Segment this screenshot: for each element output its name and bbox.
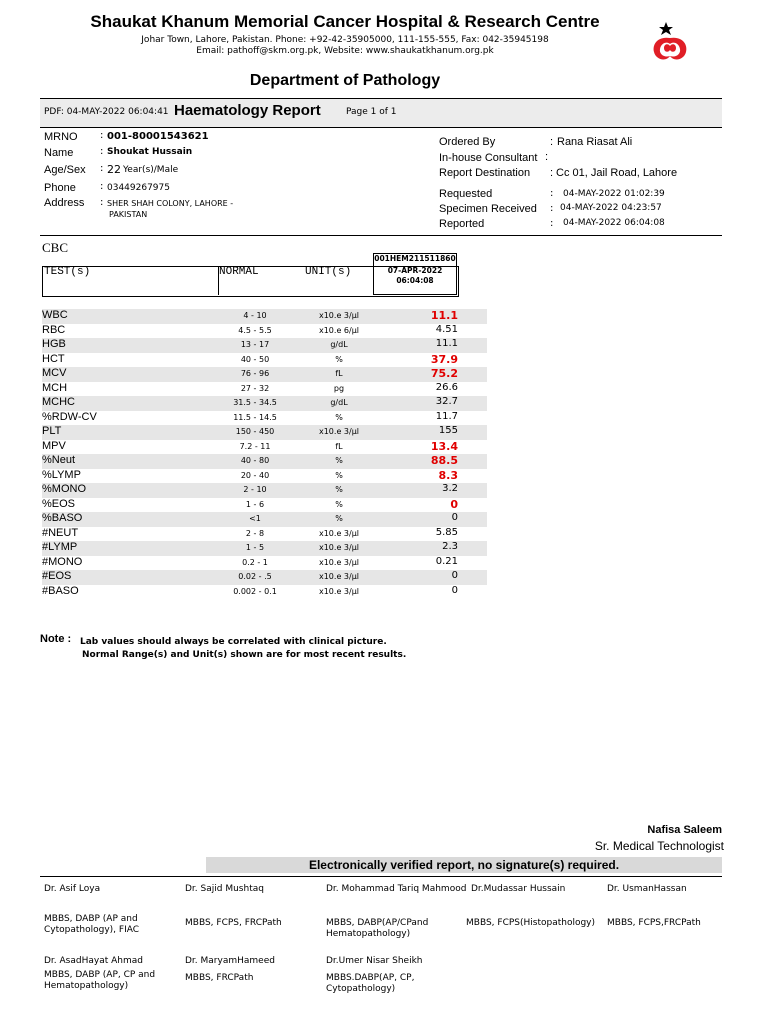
- colon: :: [550, 167, 554, 179]
- table-row: [42, 338, 487, 353]
- table-row: [42, 556, 487, 571]
- unit: g/dL: [330, 398, 348, 407]
- normal-range: 0.002 - 0.1: [233, 586, 277, 596]
- colon: :: [100, 130, 104, 141]
- result-value: 11.1: [430, 309, 458, 322]
- age-sex-value: Year(s)/Male: [123, 165, 179, 175]
- note-line2: Normal Range(s) and Unit(s) shown are for most recent results.: [82, 650, 407, 660]
- destination-value: Cc 01, Jail Road, Lahore: [556, 167, 678, 179]
- normal-range: 76 - 96: [240, 369, 270, 378]
- received-label: Specimen Received: [439, 203, 537, 215]
- normal-range: 27 - 32: [240, 383, 270, 393]
- table-row: [42, 411, 487, 426]
- address-line2: PAKISTAN: [109, 210, 148, 219]
- phone-label: Phone: [44, 182, 76, 194]
- doctor-qualifications: MBBS, FRCPath: [185, 973, 254, 983]
- patient-name: Shoukat Hussain: [107, 147, 193, 157]
- table-row: [42, 483, 487, 498]
- colon: :: [100, 181, 104, 192]
- result-value: 0: [450, 497, 458, 511]
- normal-range: 150 - 450: [235, 427, 275, 436]
- unit: x10.e 3/µl: [318, 528, 360, 538]
- unit: %: [335, 499, 343, 509]
- column-test: TEST(s): [44, 266, 91, 278]
- normal-range: 11.5 - 14.5: [233, 412, 277, 422]
- note-label: Note :: [40, 633, 72, 645]
- unit: x10.e 3/µl: [318, 557, 360, 567]
- table-row: [42, 570, 487, 585]
- result-value: 13.4: [430, 439, 458, 453]
- unit: g/dL: [330, 340, 348, 349]
- address-line1: SHER SHAH COLONY, LAHORE -: [107, 199, 234, 208]
- doctor-qualifications: MBBS, FCPS, FRCPath: [185, 918, 282, 928]
- section-title: CBC: [42, 240, 69, 255]
- normal-range: 13 - 17: [240, 340, 270, 349]
- result-value: 11.7: [435, 410, 458, 422]
- doctor-qualifications: MBBS, DABP(AP/CPand Hematopathology): [326, 918, 429, 939]
- colon: :: [550, 203, 554, 214]
- normal-range: 1 - 5: [245, 543, 265, 552]
- result-value: 2.3: [442, 541, 458, 552]
- doctor-qualifications: MBBS, DABP (AP and Cytopathology), FIAC: [44, 914, 140, 935]
- doctor-name: Dr.Umer Nisar Sheikh: [326, 956, 423, 966]
- test-name: MCH: [42, 381, 68, 394]
- normal-range: 4 - 10: [243, 311, 267, 320]
- signatory-title: Sr. Medical Technologist: [594, 839, 724, 853]
- result-value: 0: [451, 512, 458, 523]
- normal-range: 2 - 8: [245, 528, 265, 538]
- unit: %: [335, 456, 343, 465]
- result-value: 8.3: [438, 468, 458, 482]
- hospital-address: Johar Town, Lahore, Pakistan. Phone: +92-42-35905000, 111-155-555, Fax: 042-35945198: [141, 35, 549, 45]
- table-row: [42, 309, 487, 324]
- ordered-by-value: Rana Riasat Ali: [557, 136, 633, 148]
- normal-range: 0.2 - 1: [242, 557, 268, 567]
- unit: x10.e 3/µl: [318, 427, 360, 436]
- test-name: %BASO: [42, 512, 83, 524]
- test-name: MCV: [42, 367, 67, 379]
- name-label: Name: [44, 147, 74, 159]
- colon: :: [550, 136, 554, 148]
- doctor-name: Dr. Asif Loya: [44, 884, 101, 894]
- unit: %: [335, 485, 343, 494]
- mrno-label: MRNO: [44, 131, 78, 143]
- result-value: 11.1: [435, 338, 458, 349]
- table-row: [42, 324, 487, 339]
- test-name: WBC: [42, 309, 68, 321]
- doctor-name: Dr. Sajid Mushtaq: [185, 884, 264, 894]
- doctor-qualifications: MBBS, DABP (AP, CP and Hematopathology): [44, 970, 156, 991]
- normal-range: 4.5 - 5.5: [238, 325, 272, 335]
- unit: x10.e 6/µl: [318, 325, 360, 335]
- test-name: RBC: [42, 323, 66, 336]
- table-row: [42, 440, 487, 455]
- doctor-qualifications: MBBS, FCPS,FRCPath: [607, 918, 701, 928]
- result-value: 155: [438, 425, 458, 436]
- normal-range: 7.2 - 11: [239, 441, 271, 451]
- normal-range: 40 - 50: [240, 354, 270, 364]
- test-name: MPV: [42, 439, 66, 452]
- colon: :: [100, 163, 104, 174]
- table-row: [42, 585, 487, 600]
- doctor-qualifications: MBBS, FCPS(Histopathology): [466, 918, 596, 928]
- footer-divider: [40, 876, 722, 877]
- skm-logo-icon: [650, 22, 690, 70]
- test-name: %EOS: [42, 497, 76, 510]
- doctor-name: Dr. AsadHayat Ahmad: [44, 956, 143, 966]
- unit: fL: [335, 369, 343, 378]
- result-value: 26.6: [435, 381, 458, 393]
- colon: :: [545, 151, 549, 163]
- mrno-value: 001-80001543621: [107, 131, 209, 142]
- colon: :: [550, 188, 554, 199]
- test-name: HCT: [42, 352, 65, 365]
- colon: :: [100, 197, 104, 208]
- table-row: [42, 454, 487, 469]
- doctor-name: Dr. Mohammad Tariq Mahmood: [326, 884, 467, 894]
- table-row: [42, 498, 487, 513]
- doctor-name: Dr. MaryamHameed: [185, 956, 275, 966]
- table-row: [42, 353, 487, 368]
- result-value: 4.51: [435, 323, 458, 335]
- test-name: %Neut: [42, 454, 76, 466]
- requested-label: Requested: [439, 188, 493, 200]
- address-label: Address: [44, 197, 85, 209]
- pdf-timestamp: PDF: 04-MAY-2022 06:04:41: [44, 107, 169, 117]
- unit: %: [335, 514, 343, 523]
- table-row: [42, 541, 487, 556]
- test-name: #BASO: [42, 584, 79, 597]
- column-unit: UNIT(s): [305, 266, 352, 278]
- result-value: 0: [451, 570, 458, 581]
- test-name: MCHC: [42, 396, 75, 408]
- unit: x10.e 3/µl: [318, 586, 360, 596]
- accession-time: 06:04:08: [396, 276, 434, 285]
- unit: %: [335, 354, 343, 364]
- received-value: 04-MAY-2022 04:23:57: [560, 203, 662, 213]
- reported-value: 04-MAY-2022 06:04:08: [563, 218, 665, 228]
- colon: :: [100, 146, 104, 157]
- normal-range: 20 - 40: [240, 470, 270, 480]
- agesex-label: Age/Sex: [44, 164, 86, 176]
- result-value: 0.21: [435, 555, 458, 567]
- accession-date: 07-APR-2022: [387, 266, 443, 275]
- doctor-name: Dr. UsmanHassan: [607, 884, 687, 894]
- table-row: [42, 512, 487, 527]
- unit: %: [335, 470, 343, 480]
- table-row: [42, 396, 487, 411]
- normal-range: 1 - 6: [245, 499, 265, 509]
- signatory-name: Nafisa Saleem: [647, 824, 722, 836]
- result-value: 32.7: [435, 396, 458, 407]
- test-name: %RDW-CV: [42, 410, 97, 423]
- test-name: #MONO: [42, 555, 83, 568]
- table-row: [42, 367, 487, 382]
- test-name: %MONO: [42, 483, 86, 495]
- report-title: Haematology Report: [174, 102, 321, 119]
- normal-range: 0.02 - .5: [238, 572, 272, 581]
- normal-range: 31.5 - 34.5: [233, 398, 277, 407]
- page-number: Page 1 of 1: [346, 107, 397, 117]
- column-normal: NORMAL: [219, 266, 259, 278]
- result-value: 0: [451, 584, 458, 596]
- verification-banner: Electronically verified report, no signature(s) required.: [206, 857, 722, 873]
- ordered-by-label: Ordered By: [439, 136, 496, 148]
- hospital-contact: Email: pathoff@skm.org.pk, Website: www.shaukatkhanum.org.pk: [196, 46, 494, 56]
- section-divider: [40, 235, 722, 236]
- test-name: #LYMP: [42, 541, 78, 553]
- colon: :: [550, 218, 554, 229]
- result-value: 75.2: [430, 367, 458, 380]
- doctor-name: Dr.Mudassar Hussain: [471, 884, 566, 894]
- reported-label: Reported: [439, 218, 485, 230]
- unit: x10.e 3/µl: [318, 311, 360, 320]
- unit: x10.e 3/µl: [318, 543, 360, 552]
- doctor-qualifications: MBBS.DABP(AP, CP, Cytopathology): [326, 973, 415, 994]
- table-row: [42, 425, 487, 440]
- consultant-label: In-house Consultant: [439, 152, 538, 164]
- unit: x10.e 3/µl: [318, 572, 360, 581]
- report-title-band: [40, 98, 722, 128]
- test-name: #NEUT: [42, 526, 79, 539]
- note-line1: Lab values should always be correlated with clinical picture.: [80, 637, 387, 647]
- unit: %: [335, 412, 343, 422]
- table-row: [42, 469, 487, 484]
- test-name: %LYMP: [42, 468, 81, 481]
- unit: pg: [333, 383, 345, 393]
- test-name: PLT: [42, 425, 62, 437]
- unit: fL: [335, 441, 343, 451]
- test-name: #EOS: [42, 570, 72, 582]
- result-value: 88.5: [430, 454, 458, 467]
- age-number: 22: [107, 163, 121, 176]
- normal-range: 40 - 80: [240, 456, 270, 465]
- result-value: 5.85: [435, 526, 458, 538]
- table-row: [42, 527, 487, 542]
- hospital-name: Shaukat Khanum Memorial Cancer Hospital & Research Centre: [90, 12, 600, 31]
- department-title: Department of Pathology: [249, 72, 441, 89]
- accession-number: 001HEM211511860: [374, 254, 456, 263]
- table-row: [42, 382, 487, 397]
- normal-range: 2 - 10: [243, 485, 267, 494]
- result-value: 37.9: [430, 352, 458, 366]
- destination-label: Report Destination: [439, 167, 531, 179]
- test-name: HGB: [42, 338, 66, 350]
- phone-value: 03449267975: [107, 183, 170, 193]
- normal-range: <1: [249, 514, 261, 523]
- requested-value: 04-MAY-2022 01:02:39: [563, 189, 665, 199]
- result-value: 3.2: [442, 483, 458, 494]
